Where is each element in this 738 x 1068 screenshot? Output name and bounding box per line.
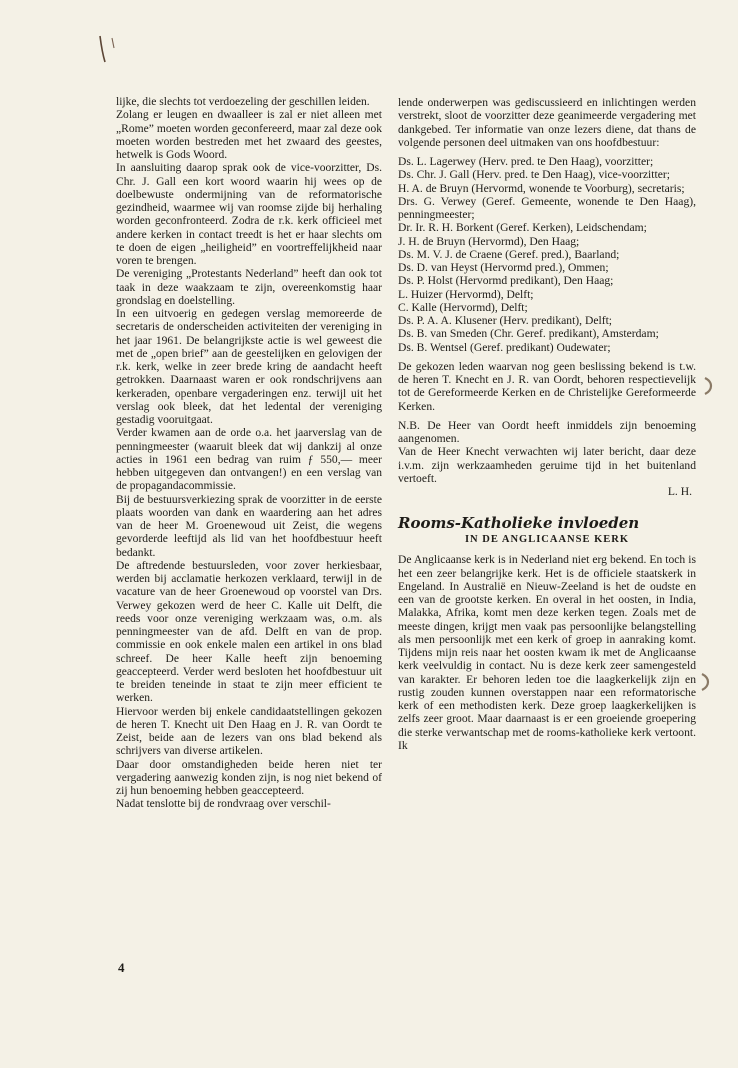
board-member: Ds. P. A. A. Klusener (Herv. predikant), Delft;: [398, 314, 613, 327]
board-member: Ds. B. Wentsel (Geref. predikant) Oudewater;: [398, 340, 611, 354]
margin-mark-icon: [697, 672, 715, 692]
left-paragraph: Zolang er leugen en dwaalleer is zal er niet alleen met „Rome” moeten worden geconfereerd, maar zal deze ook moeten worden bestreden met het zwaard des geestes, hetwelk is Gods Woord.: [116, 109, 382, 161]
page-number: 4: [118, 960, 125, 975]
board-member: Ds. D. van Heyst (Hervormd pred.), Ommen;: [398, 261, 609, 274]
margin-mark-icon: [700, 376, 718, 396]
left-paragraph: In aansluiting daarop sprak ook de vice-voorzitter, Ds. Chr. J. Gall een kort woord waarin hij wees op de doelbewuste ondermijning van de reformatorische gezindheid, waarmee wij van roomse zijde bij herhaling worden geconfronteerd. Zodra de r.k. kerk officieel met andere kerken in contact treedt is het er haar slechts om te doen de eigen „heiligheid” en voortreffelijkheid naar voren te brengen.: [116, 162, 382, 267]
knecht-note: Van de Heer Knecht verwachten wij later bericht, daar deze i.v.m. zijn werkzaamheden geruime tijd in het buitenland vertoeft.: [398, 445, 696, 485]
left-column: [116, 96, 382, 812]
signature: L. H.: [667, 485, 692, 498]
pending-members-paragraph: De gekozen leden waarvan nog geen beslissing bekend is t.w. de heren T. Knecht en J. R. van Oordt, behoren respectievelijk tot de Gereformeerde Kerken en de Christelijke Gereformeerde Kerken.: [398, 359, 696, 413]
board-member: C. Kalle (Hervormd), Delft;: [398, 300, 528, 314]
left-paragraph: Nadat tenslotte bij de rondvraag over verschil-: [116, 798, 331, 811]
article-subtitle: IN DE ANGLICAANSE KERK: [464, 534, 630, 546]
board-member: Ds. L. Lagerwey (Herv. pred. te Den Haag), voorzitter;: [398, 155, 654, 168]
board-member: Ds. M. V. J. de Craene (Geref. pred.), Baarland;: [398, 247, 620, 261]
board-member: Ds. Chr. J. Gall (Herv. pred. te Den Haag), vice-voorzitter;: [398, 168, 670, 182]
left-paragraph: Bij de bestuursverkiezing sprak de voorzitter in de eerste plaats woorden van dank en waardering aan het adres van de heer M. Groenewoud uit Zeist, die wegens gevorderde leeftijd als lid van het hoofdbestuur heeft bedankt.: [116, 493, 382, 559]
ink-mark-icon: [92, 34, 128, 68]
board-member: Ds. B. van Smeden (Chr. Geref. predikant), Amsterdam;: [398, 327, 659, 341]
meeting-closing-paragraph: lende onderwerpen was gediscussieerd en inlichtingen werden verstrekt, sloot de voorzitter deze geanimeerde vergadering met dankgebed. Ter informatie van onze lezers diene, dat thans de volgende personen deel uitmaken van ons hoofdbestuur:: [398, 96, 696, 149]
board-member: Ds. P. Holst (Hervormd predikant), Den Haag;: [398, 274, 614, 288]
left-paragraph: De vereniging „Protestants Nederland” heeft dan ook tot taak in deze waakzaam te zijn, overeenkomstig haar grondslag en doelstelling.: [116, 268, 382, 307]
board-member: J. H. de Bruyn (Hervormd), Den Haag;: [398, 234, 580, 248]
right-column: [398, 96, 696, 752]
nb-note: N.B. De Heer van Oordt heeft inmiddels zijn benoeming aangenomen.: [398, 418, 696, 445]
board-member: H. A. de Bruyn (Hervormd, wonende te Voorburg), secretaris;: [398, 181, 685, 195]
board-member-list: [398, 155, 696, 354]
article-title: Rooms-Katholieke invloeden: [398, 514, 640, 533]
board-member: Dr. Ir. R. H. Borkent (Geref. Kerken), Leidschendam;: [398, 221, 647, 235]
left-paragraph: lijke, die slechts tot verdoezeling der geschillen leiden.: [116, 96, 370, 108]
left-paragraph: De aftredende bestuursleden, voor zover herkiesbaar, werden bij acclamatie herkozen verklaard, terwijl in de vacature van de heer Groenewoud op voorstel van Drs. Verwey gekozen werd de heer C. Kalle uit Delft, die reeds voor onze vereniging werkzaam was, o.m. als penningmeester van de afd. Delft en van de prop. commissie en ook enkele malen een artikel in ons blad schreef. De heer Kalle heeft zijn benoeming geaccepteerd. Verder werd besloten het hoofdbestuur uit te breiden teneinde in staat te zijn meer efficient te werken.: [116, 559, 382, 705]
left-paragraph: Verder kwamen aan de orde o.a. het jaarverslag van de penningmeester (waaruit bleek dat wij dankzij al onze acties in 1961 een bedrag van ruim ƒ 550,— meer hebben uitgegeven dan ontvangen!) en een verslag van de propagandacommissie.: [116, 427, 382, 493]
left-paragraph: Daar door omstandigheden beide heren niet ter vergadering aanwezig konden zijn, is nog niet bekend of zij hun benoeming hebben geaccepteerd.: [116, 758, 382, 797]
board-member: L. Huizer (Hervormd), Delft;: [398, 287, 534, 301]
left-paragraph: Hiervoor werden bij enkele candidaatstellingen gekozen de heren T. Knecht uit Den Haag en J. R. van Oordt te Zeist, beide aan de lezers van ons blad bekend als schrijvers van diverse artikelen.: [116, 705, 382, 758]
left-paragraph: In een uitvoerig en gedegen verslag memoreerde de secretaris de onderscheiden activiteiten der vereniging in het jaar 1961. De belangrijkste actie is wel geweest die met de „open brief” aan de geestelijken en gelovigen der r.k. kerk, welke in zeer brede kring de aandacht heeft getrokken. Daarnaast waren er ook rondschrijvens aan kerkeraden, openbare vergaderingen enz. terwijl uit het verslag ook bleek, dat het ledental der vereniging gestadig vooruitgaat.: [116, 308, 382, 426]
board-member: Drs. G. Verwey (Geref. Gemeente, wonende te Den Haag), penningmeester;: [398, 194, 696, 221]
article-body: De Anglicaanse kerk is in Nederland niet erg bekend. En toch is het een zeer belangrijke kerk. Het is de officiele staatskerk in Engeland. In Australië en Nieuw-Zeeland is het de oudste en een van de grootste kerken. En overal in het oosten, in India, Malakka, Afrika, komt men deze kerken tegen. Zoals met de meeste dingen, krijgt men vaak pas persoonlijke belangstelling als men persoonlijk met een kerk of groep in aanraking komt. Tijdens mijn reis naar het oosten kwam ik met de Anglicaanse kerk veelvuldig in contact. Nu is deze kerk zeer samengesteld van karakter. Er behoren leden toe die laagkerkelijk zijn en rustig zouden kunnen overstappen naar een reformatorische kerk of een methodisten kerk. Deze groep laagkerkelijken is zelfs zeer groot. Maar daarnaast is er een groeiende groepering die sterke verwantschap met de rooms-katholieke kerk vertoont. Ik: [398, 553, 696, 752]
